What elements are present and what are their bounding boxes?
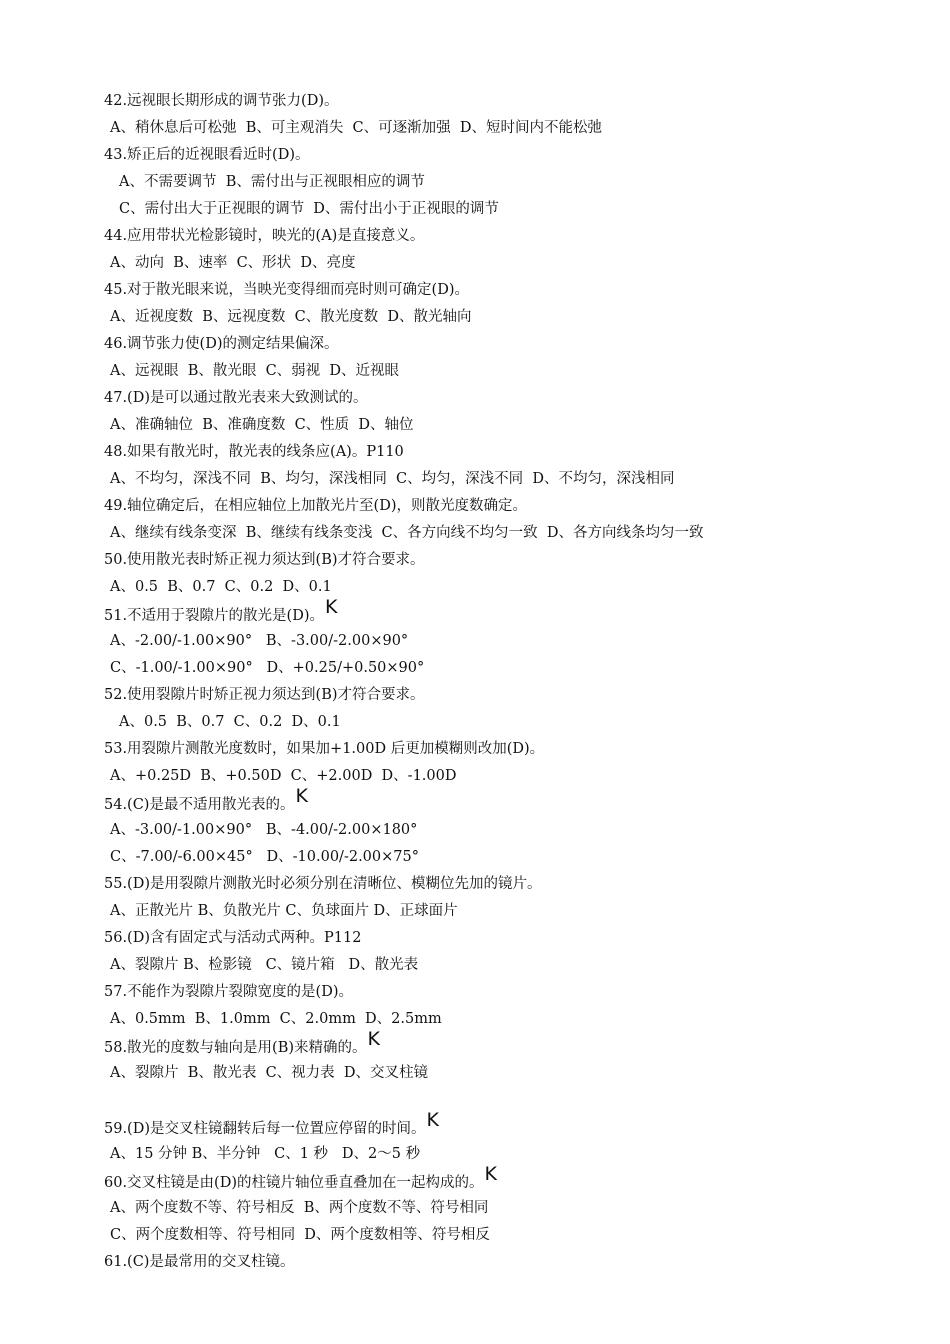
question-text: 45.对于散光眼来说，当映光变得细而亮时则可确定(D)。 xyxy=(104,282,469,298)
answer-options: C、两个度数相等、符号相同 D、两个度数相等、符号相反 xyxy=(110,1227,490,1243)
question-stem xyxy=(0,493,950,520)
question-text: 49.轴位确定后，在相应轴位上加散光片至(D)，则散光度数确定。 xyxy=(104,498,527,514)
question-text: 53.用裂隙片测散光度数时，如果加+1.00D 后更加模糊则改加(D)。 xyxy=(104,741,545,757)
question-text: 61.(C)是最常用的交叉柱镜。 xyxy=(104,1254,295,1270)
question-text: 46.调节张力使(D)的测定结果偏深。 xyxy=(104,336,339,352)
question-stem xyxy=(0,596,950,628)
answer-options: A、两个度数不等、符号相反 B、两个度数不等、符号相同 xyxy=(110,1200,489,1216)
question-stem xyxy=(0,736,950,763)
question-document xyxy=(0,88,950,1276)
question-stem xyxy=(0,1028,950,1060)
question-stem xyxy=(0,88,950,115)
answer-options: A、稍休息后可松弛 B、可主观消失 C、可逐渐加强 D、短时间内不能松弛 xyxy=(110,120,602,136)
question-text: 52.使用裂隙片时矫正视力须达到(B)才符合要求。 xyxy=(104,687,425,703)
question-stem xyxy=(0,142,950,169)
answer-options: C、-1.00/-1.00×90° D、+0.25/+0.50×90° xyxy=(110,660,425,676)
handwritten-mark: K xyxy=(426,1109,439,1131)
handwritten-mark: K xyxy=(295,785,308,807)
question-stem xyxy=(0,979,950,1006)
question-stem xyxy=(0,1249,950,1276)
answer-options: A、+0.25D B、+0.50D C、+2.00D D、-1.00D xyxy=(110,768,457,784)
question-stem xyxy=(0,682,950,709)
question-text: 47.(D)是可以通过散光表来大致测试的。 xyxy=(104,390,368,406)
question-text: 55.(D)是用裂隙片测散光时必须分别在清晰位、模糊位先加的镜片。 xyxy=(104,876,542,892)
question-stem xyxy=(0,547,950,574)
answer-options: A、裂隙片 B、检影镜 C、镜片箱 D、散光表 xyxy=(110,957,419,973)
answer-options: A、不需要调节 B、需付出与正视眼相应的调节 xyxy=(119,174,425,190)
answer-options: A、正散光片 B、负散光片 C、负球面片 D、正球面片 xyxy=(110,903,458,919)
question-text: 43.矫正后的近视眼看近时(D)。 xyxy=(104,147,310,163)
question-stem xyxy=(0,1163,950,1195)
answer-options: A、0.5 B、0.7 C、0.2 D、0.1 xyxy=(110,579,332,595)
handwritten-mark: K xyxy=(325,596,338,618)
question-stem xyxy=(0,1109,950,1141)
answer-options: A、-3.00/-1.00×90° B、-4.00/-2.00×180° xyxy=(110,822,418,838)
answer-options: A、0.5mm B、1.0mm C、2.0mm D、2.5mm xyxy=(110,1011,442,1027)
question-text: 44.应用带状光检影镜时，映光的(A)是直接意义。 xyxy=(104,228,425,244)
question-stem xyxy=(0,439,950,466)
answer-options: A、继续有线条变深 B、继续有线条变浅 C、各方向线不均匀一致 D、各方向线条均匀一致 xyxy=(110,525,704,541)
question-text: 50.使用散光表时矫正视力须达到(B)才符合要求。 xyxy=(104,552,425,568)
answer-options: A、准确轴位 B、准确度数 C、性质 D、轴位 xyxy=(110,417,414,433)
handwritten-mark: K xyxy=(367,1028,380,1050)
answer-options: C、-7.00/-6.00×45° D、-10.00/-2.00×75° xyxy=(110,849,419,865)
question-text: 59.(D)是交叉柱镜翻转后每一位置应停留的时间。 xyxy=(104,1121,426,1137)
answer-options: A、不均匀，深浅不同 B、均匀，深浅相同 C、均匀，深浅不同 D、不均匀，深浅相同 xyxy=(110,471,675,487)
question-text: 48.如果有散光时，散光表的线条应(A)。P110 xyxy=(104,444,404,460)
question-stem xyxy=(0,223,950,250)
question-text: 51.不适用于裂隙片的散光是(D)。 xyxy=(104,608,324,624)
question-text: 56.(D)含有固定式与活动式两种。P112 xyxy=(104,930,362,946)
question-text: 42.远视眼长期形成的调节张力(D)。 xyxy=(104,93,339,109)
answer-options: A、近视度数 B、远视度数 C、散光度数 D、散光轴向 xyxy=(110,309,472,325)
question-stem xyxy=(0,277,950,304)
question-stem xyxy=(0,331,950,358)
answer-options: C、需付出大于正视眼的调节 D、需付出小于正视眼的调节 xyxy=(119,201,499,217)
question-stem xyxy=(0,785,950,817)
answer-options: A、15 分钟 B、半分钟 C、1 秒 D、2～5 秒 xyxy=(110,1146,421,1162)
question-text: 57.不能作为裂隙片裂隙宽度的是(D)。 xyxy=(104,984,353,1000)
handwritten-mark: K xyxy=(484,1163,497,1185)
question-stem xyxy=(0,871,950,898)
question-text: 58.散光的度数与轴向是用(B)来精确的。 xyxy=(104,1040,367,1056)
question-stem xyxy=(0,925,950,952)
blank-line xyxy=(0,1087,950,1114)
answer-options: A、0.5 B、0.7 C、0.2 D、0.1 xyxy=(119,714,341,730)
answer-options: A、远视眼 B、散光眼 C、弱视 D、近视眼 xyxy=(110,363,400,379)
answer-options: A、裂隙片 B、散光表 C、视力表 D、交叉柱镜 xyxy=(110,1065,429,1081)
question-text: 54.(C)是最不适用散光表的。 xyxy=(104,797,295,813)
question-stem xyxy=(0,385,950,412)
answer-options: A、动向 B、速率 C、形状 D、亮度 xyxy=(110,255,356,271)
question-text: 60.交叉柱镜是由(D)的柱镜片轴位垂直叠加在一起构成的。 xyxy=(104,1175,484,1191)
answer-options: A、-2.00/-1.00×90° B、-3.00/-2.00×90° xyxy=(110,633,409,649)
